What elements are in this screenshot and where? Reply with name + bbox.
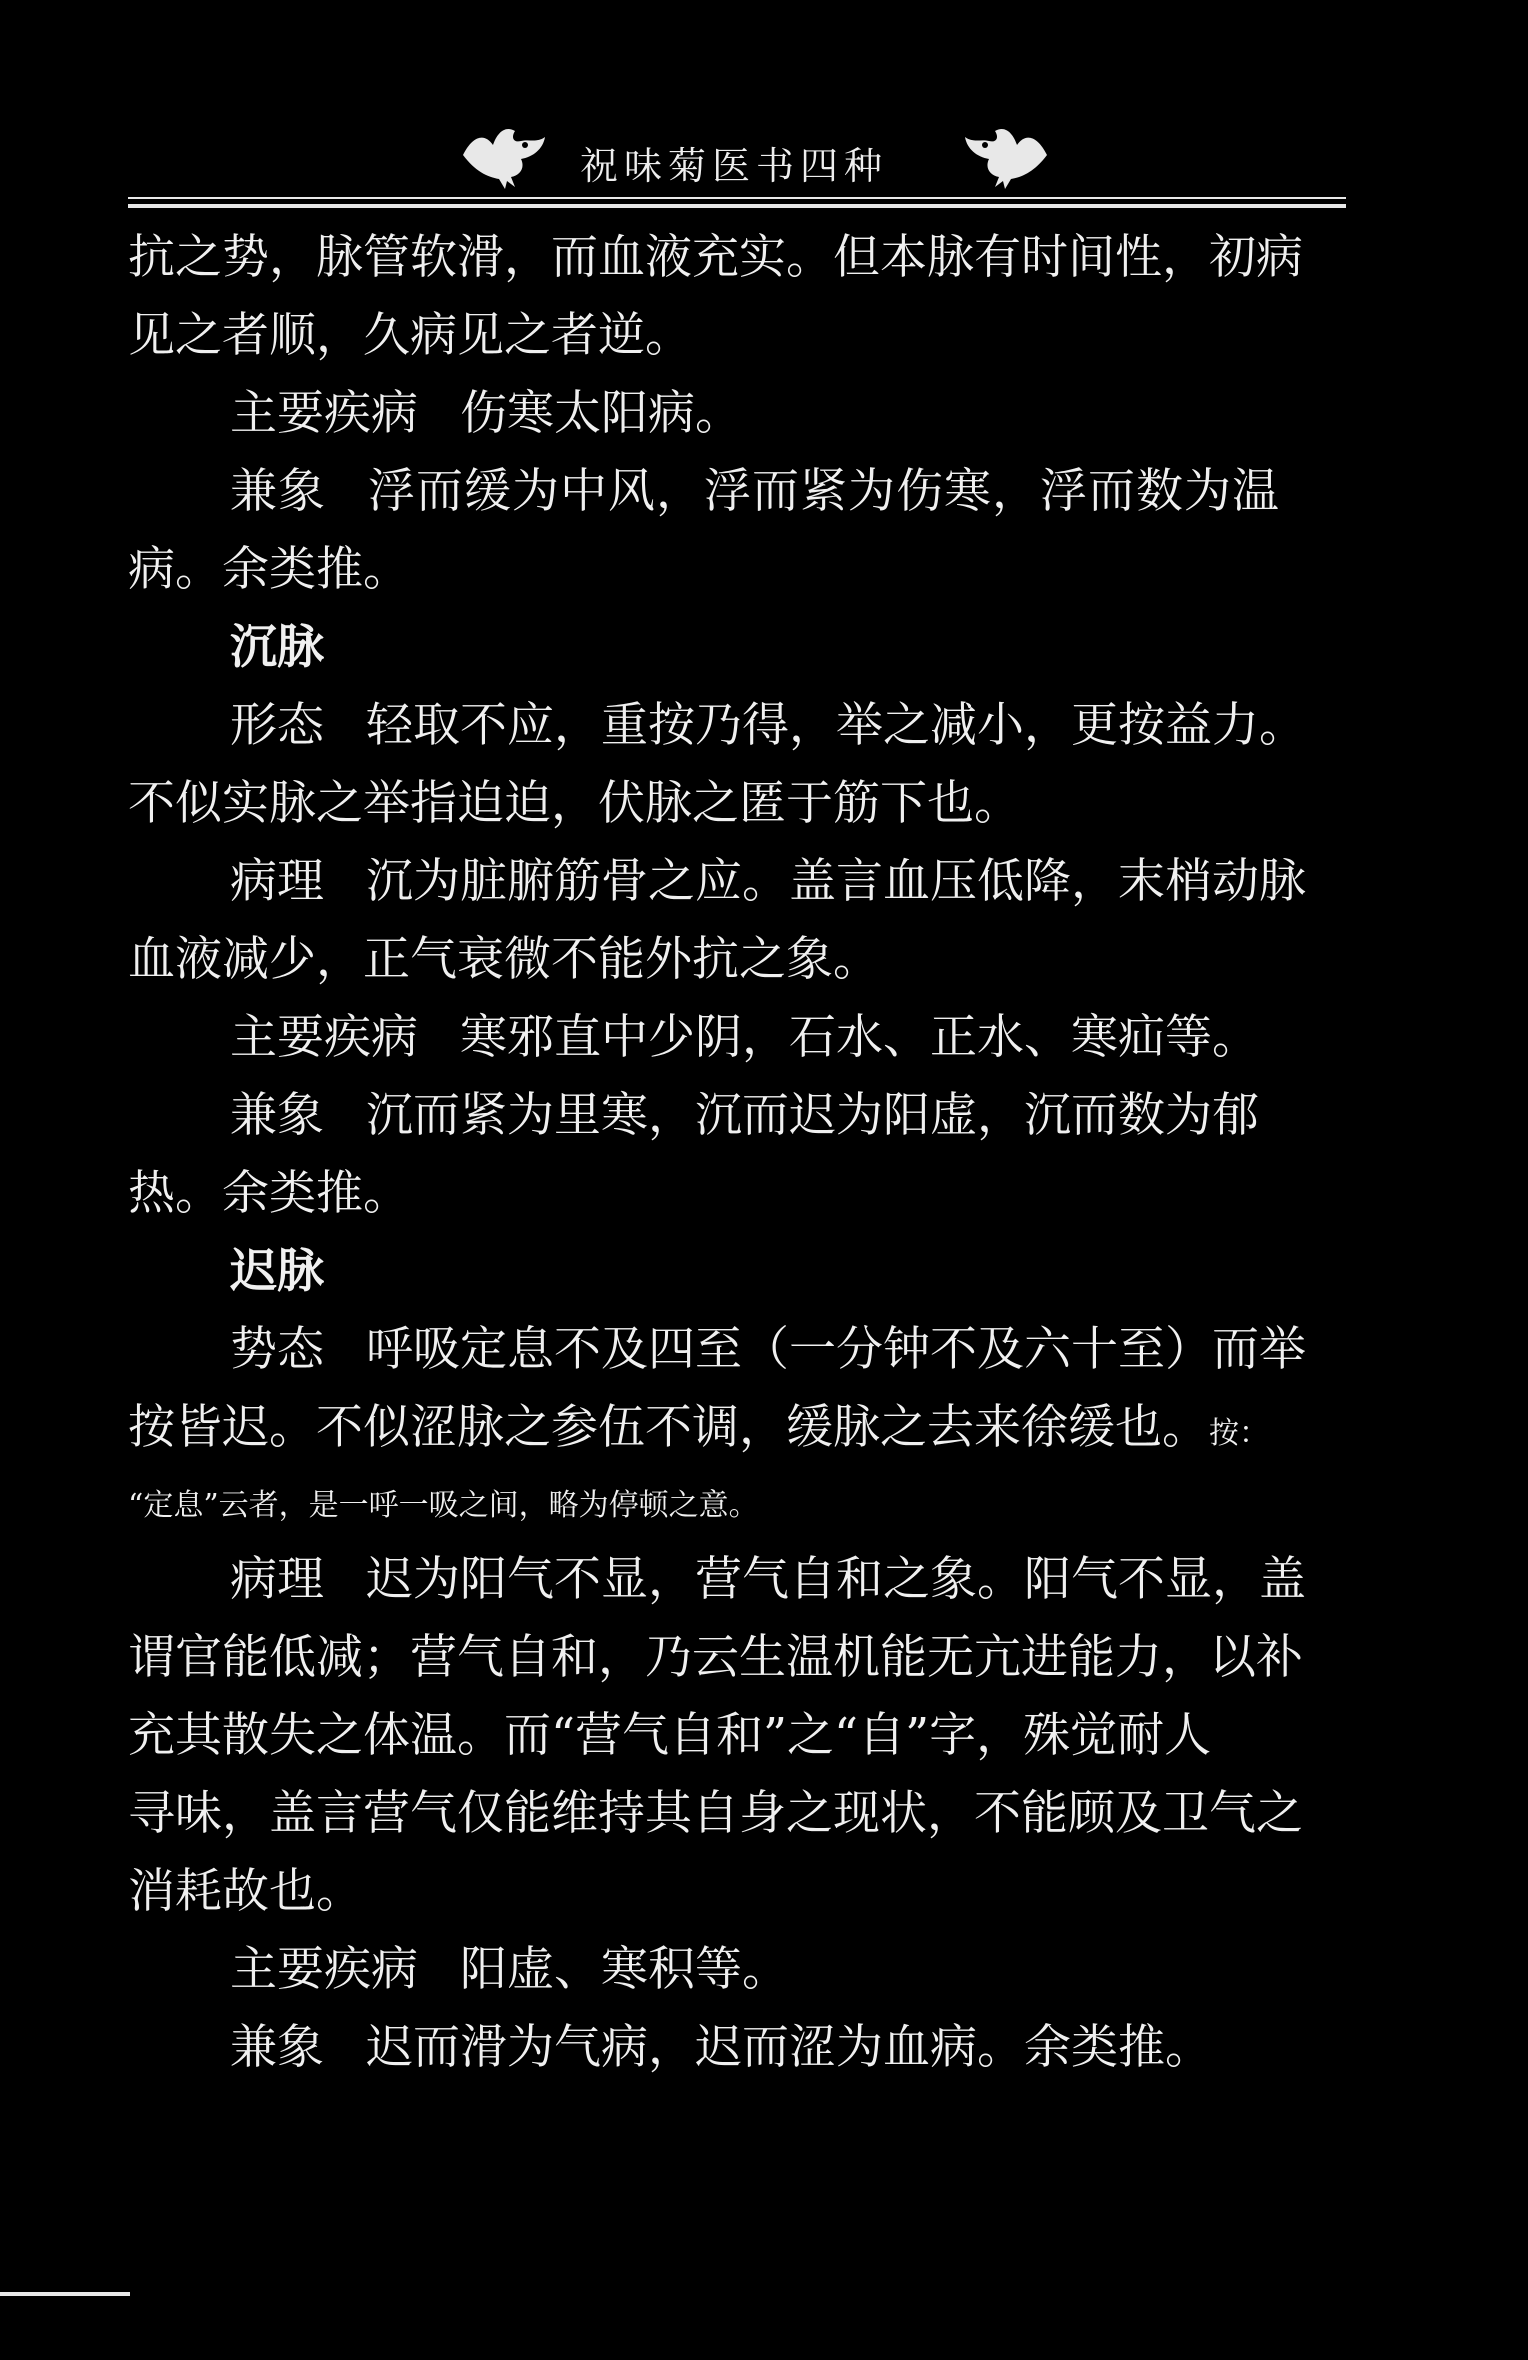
- paragraph-main-disease: 主要疾病 阳虚、寒积等。: [230, 1942, 789, 1997]
- paragraph-concurrent: 兼象 浮而缓为中风，浮而紧为伤寒，浮而数为温: [230, 464, 1280, 519]
- paragraph-concurrent: 兼象 迟而滑为气病，迟而涩为血病。余类推。: [230, 2020, 1212, 2075]
- label-pathology: 病理: [230, 854, 324, 909]
- paragraph-concurrent: 兼象 沉而紧为里寒，沉而迟为阳虚，沉而数为郁: [230, 1088, 1259, 1143]
- label-main-disease: 主要疾病: [230, 1010, 418, 1065]
- text-line: 谓官能低减；营气自和，乃云生温机能无亢进能力，以补: [128, 1630, 1303, 1685]
- section-heading-chen-mai: 沉脉: [230, 620, 324, 675]
- header-title: 祝味菊医书四种: [580, 144, 889, 188]
- text-line: 消耗故也。: [128, 1864, 363, 1919]
- text-line: 按皆迟。不似涩脉之参伍不调，缓脉之去来徐缓也。按：: [128, 1400, 1269, 1455]
- paragraph-main-disease: 主要疾病 伤寒太阳病。: [230, 386, 742, 441]
- header-rule-thick: [128, 204, 1346, 208]
- text-line: 抗之势，脉管软滑，而血液充实。但本脉有时间性，初病: [128, 230, 1303, 285]
- paragraph-momentum: 势态 呼吸定息不及四至（一分钟不及六十至）而举: [230, 1322, 1306, 1377]
- label-concurrent: 兼象: [230, 1088, 324, 1143]
- header-rule-thin: [128, 197, 1346, 199]
- running-header: [0, 105, 1528, 195]
- label-concurrent: 兼象: [230, 464, 326, 519]
- note-marker: 按：: [1209, 1416, 1269, 1451]
- footer-rule: [0, 2292, 130, 2296]
- text-line: 血液减少，正气衰微不能外抗之象。: [128, 932, 880, 987]
- text-line: 寻味，盖言营气仅能维持其自身之现状，不能顾及卫气之: [128, 1786, 1303, 1841]
- label-pathology: 病理: [230, 1552, 324, 1607]
- label-form: 形态: [230, 698, 324, 753]
- paragraph-form: 形态 轻取不应，重按乃得，举之减小，更按益力。: [230, 698, 1306, 753]
- label-main-disease: 主要疾病: [230, 386, 418, 441]
- note-line: “定息”云者，是一呼一吸之间，略为停顿之意。: [128, 1488, 759, 1523]
- paragraph-pathology: 病理 沉为脏腑筋骨之应。盖言血压低降，末梢动脉: [230, 854, 1306, 909]
- phoenix-ornament-icon: [455, 115, 555, 195]
- phoenix-ornament-icon: [955, 115, 1055, 195]
- label-momentum: 势态: [230, 1322, 324, 1377]
- paragraph-pathology: 病理 迟为阳气不显，营气自和之象。阳气不显，盖: [230, 1552, 1306, 1607]
- paragraph-main-disease: 主要疾病 寒邪直中少阴，石水、正水、寒疝等。: [230, 1010, 1259, 1065]
- text-line: 见之者顺，久病见之者逆。: [128, 308, 692, 363]
- text-line: 热。余类推。: [128, 1166, 410, 1221]
- text-line: 病。余类推。: [128, 542, 410, 597]
- label-main-disease: 主要疾病: [230, 1942, 418, 1997]
- label-concurrent: 兼象: [230, 2020, 324, 2075]
- text-line: 充其散失之体温。而“营气自和”之“自”字，殊觉耐人: [128, 1708, 1212, 1763]
- section-heading-chi-mai: 迟脉: [230, 1244, 324, 1299]
- text-line: 不似实脉之举指迫迫，伏脉之匿于筋下也。: [128, 776, 1021, 831]
